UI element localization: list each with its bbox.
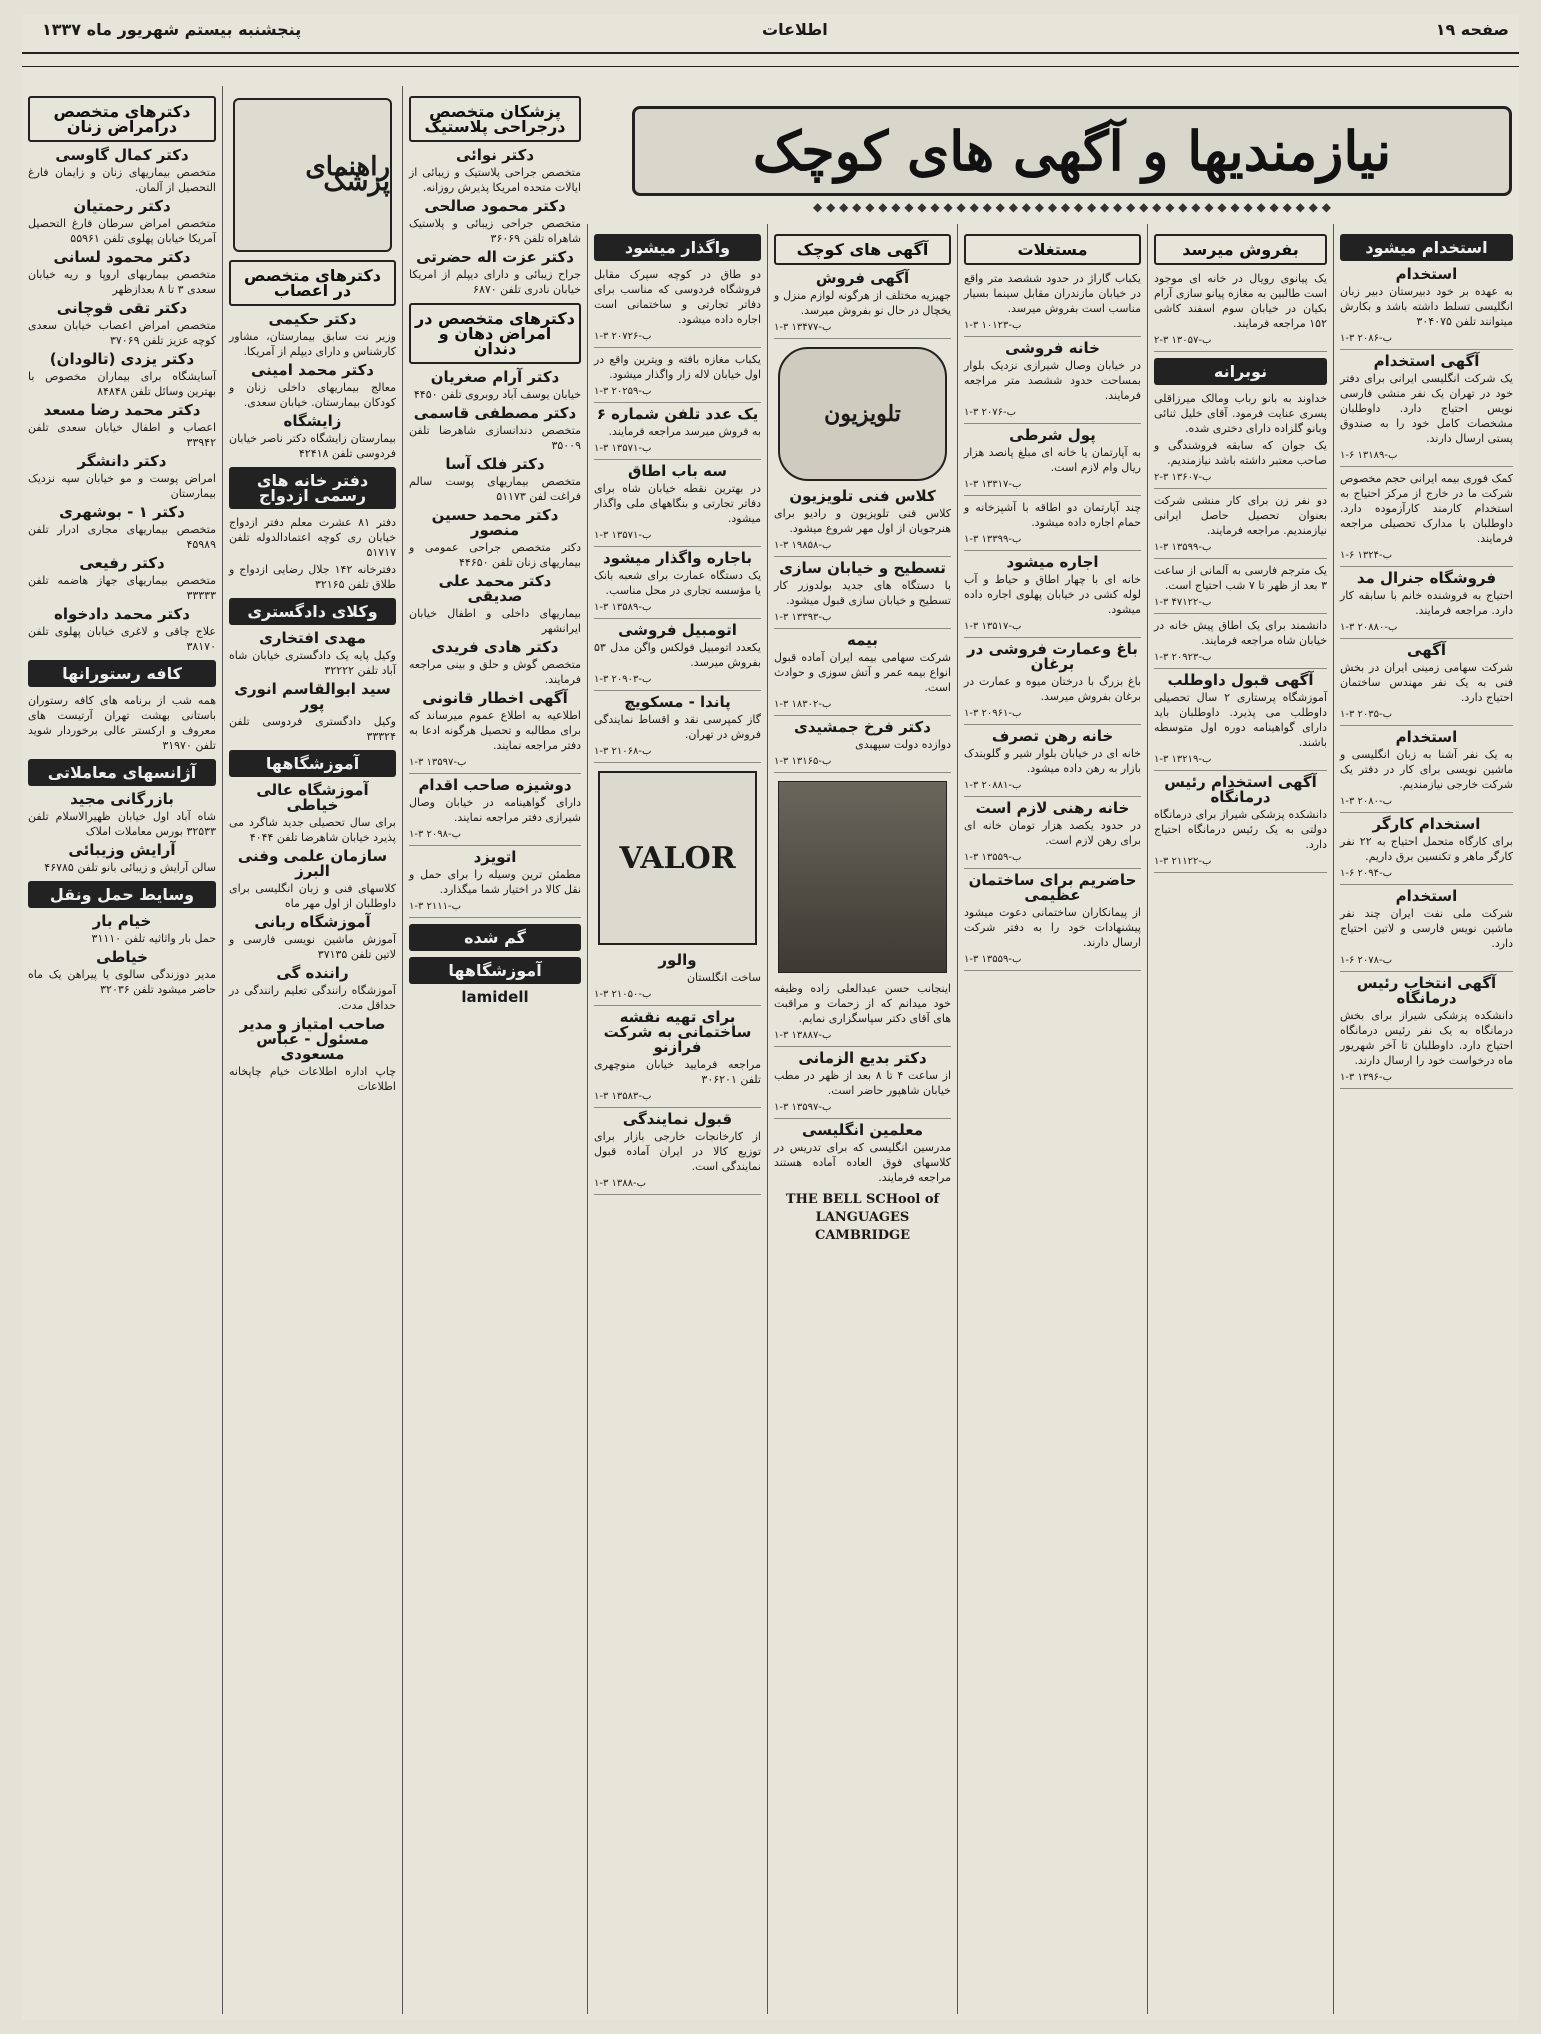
- ad-body: یکعدد اتومبیل فولکس واگن مدل ۵۳ بفروش میرسد.: [594, 641, 761, 669]
- ad-body: کلاسهای فنی و زبان انگلیسی برای داوطلبان از اول مهر ماه: [229, 882, 396, 910]
- column-2: [1147, 224, 1333, 2014]
- section-heading: کافه رستورانها: [28, 660, 216, 687]
- section-heading: آموزشگاهها: [229, 750, 396, 777]
- ad-body: دانشمند برای یک اطاق پیش خانه در خیابان شاه مراجعه فرمایند.: [1154, 619, 1327, 647]
- banner-ornament: ◆ ◆ ◆ ◆ ◆ ◆ ◆ ◆ ◆ ◆ ◆ ◆ ◆ ◆ ◆ ◆ ◆ ◆ ◆ ◆ ◆ ◆ ◆ ◆ ◆ ◆ ◆ ◆ ◆ ◆ ◆ ◆ ◆ ◆ ◆ ◆ ◆ ◆ ◆ ◆: [813, 200, 1331, 214]
- ad-body: گاز کمپرسی نقد و اقساط نمایندگی فروش در تهران.: [594, 713, 761, 741]
- ad-reference: ۱-۳ ب-۲۱۰۶۸: [594, 744, 761, 763]
- column-3: [957, 224, 1147, 2014]
- ad-title: آگهی استخدام: [1373, 352, 1480, 370]
- ad-reference: ۱-۳ ب-۱۳۲۱۹: [1154, 752, 1327, 771]
- ad-reference: ۱-۳ ب-۱۳۵۷۱: [594, 441, 761, 460]
- ad-reference: ۱-۳ ب-۱۳۱۶۵: [774, 754, 951, 773]
- ad-body: مدرسین انگلیسی که برای تدریس در کلاسهای فوق العاده آماده هستند مراجعه فرمایند.: [774, 1141, 951, 1184]
- page-number: صفحه ۱۹: [1435, 20, 1509, 39]
- ad-body: خانه ای در خیابان بلوار شیر و گلوبندک بازار به رهن داده میشود.: [964, 747, 1141, 775]
- ad-body: یک دستگاه عمارت برای شعبه بانک یا مؤسسه تجاری در محل مناسب.: [594, 569, 761, 597]
- ad-reference: ۱-۳ ب-۱۳۴۷۷: [774, 320, 951, 339]
- ad-body: ساخت انگلستان: [686, 971, 761, 984]
- ad-body: متخصص امراض سرطان فارغ التحصیل آمریکا خیابان پهلوی تلفن ۵۵۹۶۱: [28, 217, 216, 245]
- banner-title: نیازمندیها و آگهی های کوچک: [752, 119, 1392, 183]
- ad-title: دکتر رفیعی: [79, 554, 165, 572]
- ad-reference: ۱-۳ ب-۱۳۵۸۳: [594, 1089, 761, 1108]
- ad-body: چاپ اداره اطلاعات خیام چاپخانه اطلاعات: [229, 1065, 396, 1093]
- ad-body: شرکت سهامی زمینی ایران در بخش فنی به یک نفر مهندس ساختمان احتیاج دارد.: [1340, 661, 1513, 704]
- ad-body: یک جوان که سابقه فروشندگی و صاحب معتبر داشته باشد نیازمندیم.: [1154, 439, 1327, 467]
- ad-reference: ۱-۳ ب-۱۸۳۰۲: [774, 697, 951, 716]
- section-heading: واگذار میشود: [594, 234, 761, 261]
- ad-title: خیاطی: [96, 948, 148, 966]
- ad-body: یکباب مغازه بافته و ویترین واقع در اول خیابان لاله زار واگذار میشود.: [594, 353, 761, 381]
- ad-body: دارای گواهینامه در خیابان وصال شیرازی دفتر مراجعه نمایند.: [409, 796, 581, 824]
- ad-body: یک پیانوی رویال در خانه ای موجود است طالبین به مغازه پیانو سازی آرام بکیان در خیابان سوم اسفند کاشی ۱۵۲ مراجعه فرمایند.: [1154, 272, 1327, 330]
- ad-reference: ۱-۳ ب-۱۳۵۵۹: [964, 952, 1141, 971]
- ad-title: بیمه: [847, 631, 878, 649]
- ad-title: اتویزد: [473, 848, 517, 866]
- ad-reference: ۱-۳ ب-۲۰۹۲۳: [1154, 650, 1327, 669]
- ad-body: در حدود یکصد هزار تومان خانه ای برای رهن لازم است.: [964, 819, 1141, 847]
- ad-body: متخصص دندانسازی شاهرضا تلفن ۳۵۰۰۹: [409, 424, 581, 452]
- ad-title: دکتر محمد علی صدیقی: [438, 572, 552, 605]
- ad-body: امراض پوست و مو خیابان سپه نزدیک بیمارستان: [28, 472, 216, 500]
- bell-school-ad: [778, 1191, 947, 1245]
- ad-reference: ۱-۳ ب-۱۳۸۸۷: [774, 1028, 951, 1047]
- ad-reference: ۱-۳ ب-۲۰۹۰۳: [594, 672, 761, 691]
- ad-body: برای کارگاه متحمل احتیاج به ۲۲ نفر کارگر ماهر و تکنسین برق داریم.: [1340, 835, 1513, 863]
- ad-title: دکتر محمد دادخواه: [54, 605, 190, 623]
- ad-body: حمل بار واثاثیه تلفن ۳۱۱۱۰: [91, 932, 216, 945]
- ad-body: دفترخانه ۱۴۲ جلال رضایی ازدواج و طلاق تلفن ۳۲۱۶۵: [229, 563, 397, 591]
- ad-title: دکتر محمود صالحی: [424, 197, 566, 215]
- section-heading: دکترهای متخصص در اعصاب: [229, 260, 396, 306]
- ad-reference: ۱-۳ ب-۱۳۵۹۷: [409, 755, 581, 774]
- ad-reference: ۱-۳ ب-۱۳۸۸: [594, 1176, 761, 1195]
- ad-body: آموزش ماشین نویسی فارسی و لاتین تلفن ۳۷۱۳۵: [229, 933, 396, 961]
- ad-reference: ۱-۳ ب-۱۳۳۹۹: [964, 532, 1141, 551]
- ad-title: آگهی انتخاب رئیس درمانگاه: [1356, 974, 1497, 1007]
- ad-title: اتومبیل فروشی: [618, 621, 737, 639]
- ad-body: جراح زیبائی و دارای دیپلم از امریکا خیابان نادری تلفن ۶۸۷۰: [409, 268, 581, 296]
- ad-body: متخصص امراض اعصاب خیابان سعدی کوچه عزیز تلفن ۳۷۰۶۹: [28, 319, 216, 347]
- portrait-photo: [778, 781, 947, 973]
- ad-body: سالن آرایش و زیبائی بانو تلفن ۴۶۷۸۵: [44, 861, 216, 874]
- ad-title: حاضریم برای ساختمان عظیمی: [968, 871, 1137, 904]
- column-6: [402, 86, 587, 2014]
- section-heading: نوبرانه: [1154, 358, 1327, 385]
- ad-body: به عهده بر خود دبیرستان دبیر زبان انگلیسی تسلط داشته باشد و بکارش میتوانند تلفن ۳۰۴۰۷۵: [1340, 285, 1513, 328]
- section-heading: آژانسهای معاملاتی: [28, 759, 216, 786]
- ad-title: یک عدد تلفن شماره ۶: [596, 405, 759, 423]
- ad-reference: ۱-۳ ب-۱۳۵۹۹: [1154, 540, 1327, 559]
- ad-title: استخدام: [1395, 728, 1458, 746]
- ad-reference: ۱-۳ ب-۱۳۹۶: [1340, 1070, 1513, 1089]
- ad-reference: ۱-۳ ب-۲۱۱۲۲: [1154, 854, 1327, 873]
- ad-title: خیام بار: [92, 912, 152, 930]
- ad-body: آسایشگاه برای بیماران مخصوص با بهترین وسائل تلفن ۸۴۸۴۸: [28, 370, 216, 398]
- section-heading: مستغلات: [964, 234, 1141, 265]
- lost-heading: گم شده: [409, 924, 581, 951]
- ad-body: متخصص بیماریهای پوست سالم فراغت لفن ۵۱۱۷۳: [409, 475, 581, 503]
- ad-body: مراجعه فرمایید خیابان منوچهری تلفن ۳۰۶۲۰۱: [594, 1058, 761, 1086]
- ad-body: متخصص جراحی زیبائی و پلاستیک شاهراه تلفن ۳۶۰۶۹: [409, 217, 581, 245]
- section-heading: آگهی های کوچک: [774, 234, 951, 265]
- ad-body: متخصص بیماریهای جهاز هاضمه تلفن ۳۳۳۳۳: [28, 574, 216, 602]
- ad-title: دکتر تقی قوچانی: [56, 299, 188, 317]
- ad-body: باغ بزرگ با درختان میوه و عمارت در برغان بفروش میرسد.: [964, 675, 1141, 703]
- bell-school-line: THE BELL SCHool of: [785, 1192, 940, 1207]
- ad-title: استخدام کارگر: [1372, 815, 1481, 833]
- ad-body: وکیل دادگستری فردوسی تلفن ۳۳۳۲۴: [229, 715, 396, 743]
- ad-body: شرکت سهامی بیمه ایران آماده قبول انواع بیمه عمر و آتش سوزی و حوادث است.: [774, 651, 951, 694]
- ad-body: همه شب از برنامه های کافه رستوران باستانی بهشت تهران آرتیست های معروف و ارکستر عالی برخوردار شوید تلفن ۳۱۹۷۰: [28, 694, 216, 752]
- ad-body: خداوند به بانو رباب ومالک میرزاقلی پسری عنایت فرمود. آقای خلیل ثنائی وبانو گلزاده دارای دختری شده.: [1154, 392, 1327, 435]
- ad-body: متخصص بیماریهای اروپا و ریه خیابان سعدی ۳ تا ۸ بعدازظهر: [28, 268, 216, 296]
- ad-title: آگهی استخدام رئیس درمانگاه: [1164, 773, 1317, 806]
- ad-title: دکتر نوائی: [455, 146, 535, 164]
- ad-body: برای سال تحصیلی جدید شاگرد می پذیرد خیابان شاهرضا تلفن ۴۰۴۴: [229, 816, 396, 844]
- ad-title: مهدی افتخاری: [259, 629, 366, 647]
- ad-title: دکتر دانشگر: [77, 452, 167, 470]
- ad-title: دکتر ۱ - بوشهری: [59, 503, 185, 521]
- ad-title: سید ابوالقاسم انوری پور: [234, 680, 391, 713]
- ad-title: پاندا - مسکویچ: [624, 693, 731, 711]
- ad-title: آرایش وزیبائی: [68, 841, 176, 859]
- ad-body: خیابان یوسف آباد روبروی تلفن ۴۴۵۰: [413, 388, 581, 401]
- ad-title: دکتر محمود لسانی: [53, 248, 191, 266]
- bell-school-line: LANGUAGES: [815, 1210, 910, 1225]
- ad-body: شاه آباد اول خیابان ظهیرالاسلام تلفن ۳۲۵۳۳ بورس معاملات املاک: [28, 810, 216, 838]
- ad-body: در بهترین نقطه خیابان شاه برای دفاتر تجارتی و بنگاههای ملی واگذار میشود.: [594, 482, 761, 525]
- ad-title: دکتر آرام صغریان: [430, 368, 560, 386]
- ad-title: خانه رهن تصرف: [991, 727, 1114, 745]
- ad-body: بیماریهای داخلی و اطفال خیابان ایرانشهر: [409, 607, 581, 635]
- ad-reference: ۱-۳ ب-۲۰۸۸۱: [964, 778, 1141, 797]
- valor-stove-ad: VALOR: [598, 771, 757, 945]
- ad-body: اطلاعیه به اطلاع عموم میرساند که برای مطالبه و تحصیل هرگونه ادعا به دفتر مراجعه نمایند.: [409, 709, 581, 752]
- section-heading: بفروش میرسد: [1154, 234, 1327, 265]
- ad-reference: ۱-۶ ب-۱۳۱۸۹: [1340, 448, 1513, 467]
- ad-title: دکتر محمد حسین منصور: [431, 506, 559, 539]
- ad-reference: ۱-۳ ب-۲۱۰۵۰: [594, 987, 761, 1006]
- ad-body: از ساعت ۴ تا ۸ بعد از ظهر در مطب خیابان شاهپور حاضر است.: [774, 1069, 951, 1097]
- ad-body: از کارخانجات خارجی بازار برای توزیع کالا در ایران آماده قبول نمایندگی است.: [594, 1130, 761, 1173]
- ad-reference: ۱-۳ ب-۲۰۸۰: [1340, 794, 1513, 813]
- ad-body: دو نفر زن برای کار منشی شرکت بعنوان تحصیل حاصل ایرانی نیازمندیم. مراجعه فرمایند.: [1154, 494, 1327, 537]
- ad-title: دکتر هادی فریدی: [431, 638, 559, 656]
- ad-body: جهیزیه مختلف از هرگونه لوازم منزل و یخچال در حال نو بفروش میرسد.: [774, 289, 951, 317]
- ad-body: متخصص جراحی پلاستیک و زیبائی از ایالات متحده امریکا پذیرش روزانه.: [409, 166, 581, 194]
- masthead-rule: [22, 52, 1519, 67]
- section-heading: دکترهای متخصص در امراض دهان و دندان: [409, 303, 581, 364]
- ad-title: دکتر فرخ جمشیدی: [794, 718, 931, 736]
- ad-reference: ۱-۳ ب-۱۳۳۹۳: [774, 610, 951, 629]
- ad-reference: ۱-۳ ب-۱۳۳۱۷: [964, 477, 1141, 496]
- ad-title: دکتر مصطفی قاسمی: [413, 404, 577, 422]
- ad-title: قبول نمایندگی: [622, 1110, 733, 1128]
- ad-title: دکتر محمد امینی: [251, 361, 374, 379]
- ad-title: سازمان علمی وفنی البرز: [237, 847, 388, 880]
- ad-body: بیمارستان زایشگاه دکتر ناصر خیابان فردوسی تلفن ۴۲۴۱۸: [229, 432, 396, 460]
- lamidell-label: lamidell: [461, 988, 529, 1006]
- ad-body: آموزشگاه رانندگی تعلیم رانندگی در حداقل مدت.: [229, 984, 396, 1012]
- doctor-guide-title: راهنمای پزشک: [305, 152, 390, 197]
- ad-title: باجاره واگذار میشود: [602, 549, 753, 567]
- ad-body: از پیمانکاران ساختمانی دعوت میشود پیشنهادات خود را به دفتر شرکت ارسال دارند.: [964, 906, 1141, 949]
- ad-body: وکیل پایه یک دادگستری خیابان شاه آباد تلفن ۳۲۲۲۲: [229, 649, 396, 677]
- ad-title: دکتر رحمتیان: [73, 197, 171, 215]
- ad-body: متخصص گوش و حلق و بینی مراجعه فرمایند.: [409, 658, 581, 686]
- ad-title: معلمین انگلیسی: [802, 1121, 923, 1139]
- ad-body: با دستگاه های جدید بولدوزر کار تسطیح و خیابان سازی قبول میشود.: [774, 579, 951, 607]
- ad-body: به آپارتمان یا خانه ای مبلغ پانصد هزار ریال وام لازم است.: [964, 446, 1141, 474]
- ad-reference: ۱-۳ ب-۲۱۱۱: [409, 899, 581, 918]
- ad-title: دکتر حکیمی: [268, 310, 357, 328]
- ad-body: متخصص بیماریهای زنان و زایمان فارغ التحصیل از آلمان.: [28, 166, 216, 194]
- ad-body: متخصص بیماریهای مجاری ادرار تلفن ۴۵۹۸۹: [28, 523, 216, 551]
- column-8: [22, 86, 222, 2014]
- section-heading: وسایط حمل ونقل: [28, 881, 216, 908]
- classifieds-banner: [632, 106, 1512, 196]
- ad-body: یک شرکت انگلیسی ایرانی برای دفتر خود در تهران یک نفر منشی فارسی نویس احتیاج دارد. داوطلبان مشخصات کامل خود را به صندوق پستی ارسال دارند.: [1340, 372, 1513, 445]
- ad-title: دکتر یزدی (تالودان): [49, 350, 195, 368]
- ad-reference: ۱-۳ ب-۲۰۹۸: [409, 827, 581, 846]
- ad-body: خانه ای با چهار اطاق و حیاط و آب لوله کشی در خیابان پهلوی اجاره داده میشود.: [964, 573, 1141, 616]
- ad-title: آگهی فروش: [815, 269, 910, 287]
- section-heading: وکلای دادگستری: [229, 598, 396, 625]
- ad-title: استخدام: [1395, 265, 1458, 283]
- ad-body: دانشکده پزشکی شیراز برای درمانگاه دولتی به یک رئیس درمانگاه احتیاج دارد.: [1154, 808, 1327, 851]
- doctor-guide-logo: [233, 98, 392, 252]
- ad-body: آموزشگاه پرستاری ۲ سال تحصیلی داوطلب می پذیرد. داوطلبان باید دارای گواهینامه دوره اول متوسطه باشند.: [1154, 691, 1327, 749]
- issue-date: پنجشنبه بیستم شهریور ماه ۱۳۳۷: [42, 20, 302, 39]
- classes-heading: آموزشگاهها: [409, 957, 581, 984]
- ad-title: برای تهیه نقشه ساختمانی به شرکت فرازنو: [603, 1008, 752, 1056]
- ad-title: بازرگانی مجید: [70, 790, 174, 808]
- ad-reference: ۱-۳ ب-۲۰۷۶: [964, 405, 1141, 424]
- ad-body: مدیر دوزندگی سالوی یا پیراهن یک ماه حاضر میشود تلفن ۳۲۰۳۶: [28, 968, 216, 996]
- ad-reference: ۱-۳ ب-۱۳۵۵۹: [964, 850, 1141, 869]
- ad-title: خانه فروشی: [1005, 339, 1100, 357]
- ad-title: پول شرطی: [1009, 426, 1096, 444]
- ad-body: معالج بیماریهای داخلی زنان و کودکان بیمارستان. خیابان سعدی.: [229, 381, 396, 409]
- column-4: [767, 224, 957, 2014]
- ad-body: علاج چاقی و لاغری خیابان پهلوی تلفن ۳۸۱۷۰: [28, 625, 216, 653]
- ad-body: دفتر ۸۱ عشرت معلم دفتر ازدواج خیابان ری کوچه اعتمادالدوله تلفن ۵۱۷۱۷: [229, 516, 397, 559]
- column-7: [222, 86, 402, 2014]
- paper-name: اطلاعات: [762, 20, 828, 39]
- ad-body: کلاس فنی تلویزیون و رادیو برای هنرجویان از اول مهر شروع میشود.: [774, 507, 951, 535]
- ad-body: احتیاج به فروشنده خانم با سابقه کار دارد. مراجعه فرمایند.: [1340, 589, 1513, 617]
- ad-title: آگهی: [1407, 641, 1446, 659]
- tv-ad-image: تلویزیون: [778, 347, 947, 481]
- ad-body: دوازده دولت سپهبدی: [855, 738, 951, 751]
- ad-body: اینجانب حسن عبدالعلی زاده وظیفه خود میدانم که از زحمات و مراقبت های آقای دکتر سپاسگزاری نمایم.: [774, 982, 951, 1025]
- ad-title: آموزشگاه عالی خیاطی: [256, 781, 369, 814]
- ad-title: آموزشگاه ربانی: [254, 913, 371, 931]
- ad-title: آگهی اخطار قانونی: [422, 689, 568, 707]
- ad-title: زایشگاه: [283, 412, 342, 430]
- section-heading: استخدام میشود: [1340, 234, 1513, 261]
- ad-reference: ۱-۳ ب-۴۷۱۲۲: [1154, 595, 1327, 614]
- ad-reference: ۱-۳ ب-۲۰۳۵: [1340, 707, 1513, 726]
- ad-reference: ۱-۳ ب-۲۰۸۶: [1340, 331, 1513, 350]
- ad-title: دکتر عزت اله حضرتی: [416, 248, 574, 266]
- ad-reference: ۱-۳ ب-۱۰۱۲۳: [964, 318, 1141, 337]
- ad-reference: ۱-۳ ب-۱۹۸۵۸: [774, 538, 951, 557]
- ad-reference: ۱-۳ ب-۱۳۵۹۷: [774, 1100, 951, 1119]
- column-5: [587, 224, 767, 2014]
- bell-school-line: CAMBRIDGE: [815, 1228, 910, 1243]
- ad-title: فروشگاه جنرال مد: [1356, 569, 1497, 587]
- ad-reference: ۱-۳ ب-۱۳۵۷۱: [594, 528, 761, 547]
- ad-body: چند آپارتمان دو اطاقه با آشپزخانه و حمام اجاره داده میشود.: [964, 501, 1141, 529]
- ad-reference: ۱-۶ ب-۱۳۲۴: [1340, 548, 1513, 567]
- ad-body: اعصاب و اطفال خیابان سعدی تلفن ۳۳۹۴۲: [28, 421, 216, 449]
- ad-body: کمک فوری بیمه ایرانی حجم مخصوص شرکت ما در خارج از مرکز احتیاج به استخدام کارمند کارآزموده دارد. داوطلبان با مدارک تحصیلی مراجعه فرمایند.: [1340, 472, 1513, 545]
- ad-body: یک مترجم فارسی به آلمانی از ساعت ۳ بعد از ظهر تا ۷ شب احتیاج است.: [1154, 564, 1327, 592]
- column-1: [1333, 224, 1519, 2014]
- ad-reference: ۱-۶ ب-۲۰۷۸: [1340, 953, 1513, 972]
- ad-reference: ۱-۳ ب-۲۰۸۸۰: [1340, 620, 1513, 639]
- ad-body: دکتر متخصص جراحی عمومی و بیماریهای زنان تلفن ۴۴۶۵۰: [409, 541, 581, 569]
- ad-reference: ۱-۳ ب-۲۰۷۲۶: [594, 329, 761, 348]
- ad-reference: ۲-۳ ب-۱۳۶۰۷: [1154, 470, 1327, 489]
- ad-body: شرکت ملی نفت ایران چند نفر ماشین نویس فارسی و لاتین احتیاج دارد.: [1340, 907, 1513, 950]
- ad-title: باغ وعمارت فروشی در برغان: [967, 640, 1138, 673]
- ad-body: مطمئن ترین وسیله را برای حمل و نقل کالا در اختیار شما میگذارد.: [409, 868, 581, 896]
- ad-title: اجاره میشود: [1006, 553, 1099, 571]
- ad-title: تسطیح و خیابان سازی: [779, 559, 946, 577]
- ad-body: در خیابان وصال شیرازی نزدیک بلوار بمساحت حدود ششصد متر مراجعه فرمایند.: [964, 359, 1141, 402]
- ad-body: به فروش میرسد مراجعه فرمایند.: [608, 425, 761, 438]
- ad-reference: ۱-۶ ب-۲۰۹۴: [1340, 866, 1513, 885]
- ad-title: سه باب اطاق: [628, 462, 727, 480]
- ad-body: به یک نفر آشنا به زبان انگلیسی و ماشین نویسی برای کار در دفتر یک شرکت خارجی نیازمندیم.: [1340, 748, 1513, 791]
- section-heading: دفتر خانه های رسمی ازدواج: [229, 467, 396, 509]
- ad-title: استخدام: [1395, 887, 1458, 905]
- newspaper-page: [22, 14, 1519, 2020]
- ad-title: والور: [658, 951, 697, 969]
- ad-title: راننده گی: [276, 964, 349, 982]
- ad-body: دو طاق در کوچه سپرک مقابل فروشگاه فردوسی که مناسب برای دفاتر تجارتی و ساختمانی است اجاره داده میشود.: [594, 268, 761, 326]
- ad-title: دکتر محمد رضا مسعد: [43, 401, 201, 419]
- ad-body: وزیر نت سابق بیمارستان، مشاور کارشناس و دارای دیپلم از آمریکا.: [229, 330, 396, 358]
- ad-body: یکباب گاراژ در حدود ششصد متر واقع در خیابان مازندران مقابل سینما بسیار مناسب است بفروش میرسد.: [964, 272, 1141, 315]
- section-heading: دکترهای متخصص درامراض زنان: [28, 96, 216, 142]
- section-heading: پزشکان متخصص درجراحی پلاستیک: [409, 96, 581, 142]
- ad-reference: ۱-۳ ب-۱۳۵۱۷: [964, 619, 1141, 638]
- ad-reference: ۱-۳ ب-۲۰۲۵۹: [594, 384, 761, 403]
- ad-reference: ۱-۳ ب-۲۰۹۶۱: [964, 706, 1141, 725]
- ad-reference: ۲-۳ ب-۱۳۰۵۷: [1154, 333, 1327, 352]
- ad-title: دکتر بدیع الزمانی: [798, 1049, 927, 1067]
- ad-reference: ۱-۳ ب-۱۳۵۸۹: [594, 600, 761, 619]
- ad-title: دکتر کمال گاوسی: [55, 146, 189, 164]
- ad-title: صاحب امتیاز و مدیر مسئول - عباس مسعودی: [239, 1015, 386, 1063]
- ad-title: دوشیزه صاحب اقدام: [418, 776, 572, 794]
- ad-title: خانه رهنی لازم است: [975, 799, 1130, 817]
- ad-title: آگهی قبول داوطلب: [1167, 671, 1314, 689]
- ad-title: دکتر فلک آسا: [445, 455, 545, 473]
- ad-body: دانشکده پزشکی شیراز برای بخش درمانگاه به یک نفر رئیس درمانگاه احتیاج دارد. داوطلبان تا آخر شهریور ماه درخواست خود را ارسال دارند.: [1340, 1009, 1513, 1067]
- ad-title: کلاس فنی تلویزیون: [789, 487, 936, 505]
